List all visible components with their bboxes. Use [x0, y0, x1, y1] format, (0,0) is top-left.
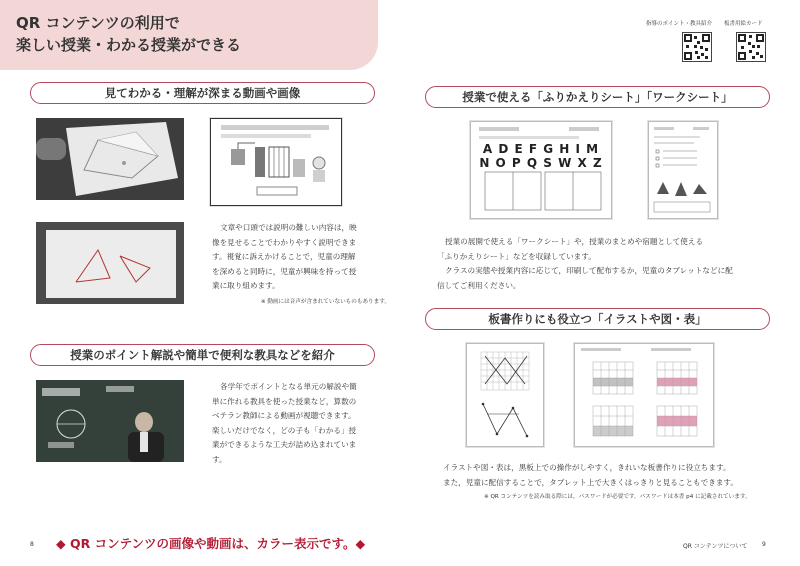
whiteboard-triangles-photo: [36, 222, 184, 304]
area-grid-table-image: [574, 343, 714, 447]
left-page-number: 8: [30, 541, 34, 548]
audio-note: ※ 動画には音声が含まれていないものもあります。: [260, 299, 390, 305]
worksheets-line: 授業の展開で使える「ワークシート」や，授業のまとめや宿題として使える: [445, 237, 704, 246]
videos-description-line: 像を見せることでわかりやすく説明できま: [212, 237, 357, 247]
section-heading-worksheets: 授業で使える「ふりかえりシート」「ワークシート」: [425, 86, 770, 108]
illustrations-description: [443, 461, 783, 490]
footer-label: QR コンテンツについて: [683, 543, 748, 550]
qr-code-board-cards[interactable]: [736, 32, 766, 62]
page-title-line1: QR コンテンツの利用で: [16, 14, 180, 32]
math-illustration: [210, 118, 342, 206]
grid-diagram-image: [466, 343, 544, 447]
furikaeri-sheet-image: [470, 121, 612, 219]
teaching-points-line: 単に作れる教具を使った授業など，算数の: [212, 396, 357, 406]
page-title-line2: 楽しい授業・わかる授業ができる: [16, 36, 242, 54]
teaching-points-line: ベテラン教師による動画が視聴できます。: [212, 411, 356, 420]
illustrations-line: また，児童に配信することで，タブレット上で大きくはっきりと見ることもできます。: [443, 477, 739, 487]
worksheets-description: [437, 235, 777, 293]
teaching-points-line: 各学年でポイントとなる単元の解説や簡: [220, 382, 357, 391]
videos-description-line: 業に取り組めます。: [212, 281, 280, 290]
teaching-points-line: す。: [212, 454, 227, 464]
worksheets-line: クラスの実態や授業内容に応じて，印刷して配布するか，児童のタブレットなどに配: [445, 266, 733, 275]
teacher-blackboard-photo: [36, 380, 184, 462]
videos-description-line: を深めると同時に，児童が興味を持って授: [212, 266, 357, 276]
teaching-points-line: 楽しいだけでなく，どの子も「わかる」授: [212, 425, 357, 435]
qr-label-board-cards: 板書用絵カード: [724, 21, 763, 27]
section-heading-teaching-points: 授業のポイント解説や簡単で便利な教具などを紹介: [30, 344, 375, 366]
worksheets-line: 「ふりかえりシート」などを収録しています。: [437, 251, 596, 261]
worksheets-line: 信してご利用ください。: [437, 280, 521, 290]
qr-code-teaching-points[interactable]: [682, 32, 712, 62]
sheet-letters-row1: A D E F G H I M: [482, 142, 600, 156]
illustrations-line: イラストや図・表は，黒板上での操作がしやすく，きれいな板書作りに役立ちます。: [443, 463, 731, 472]
videos-description-line: 文章や口頭では説明の難しい内容は，映: [220, 223, 357, 232]
sheet-letters-row2: N O P Q S W X Z: [479, 156, 603, 170]
folding-paper-photo: [36, 118, 184, 200]
section-heading-illustrations: 板書作りにも役立つ「イラストや図・表」: [425, 308, 770, 330]
section-heading-videos: 見てわかる・理解が深まる動画や画像: [30, 82, 375, 104]
videos-description-line: す。視覚に訴えかけることで，児童の理解: [212, 252, 356, 261]
title-box: [0, 0, 378, 70]
worksheet-image: [648, 121, 718, 219]
teaching-points-line: 業ができるような工夫が詰め込まれていま: [212, 440, 357, 449]
teaching-points-description: [212, 380, 387, 467]
videos-description: [212, 221, 387, 294]
password-note: ※ QR コンテンツを読み取る際には，パスワードが必要です。パスワードは本書 p4 に記載されています。: [484, 494, 751, 500]
qr-label-teaching-points: 指導のポイント・教具紹介: [646, 21, 713, 27]
color-display-banner: ◆ QR コンテンツの画像や動画は、カラー表示です。◆: [56, 536, 366, 551]
right-page-number: 9: [762, 541, 766, 548]
